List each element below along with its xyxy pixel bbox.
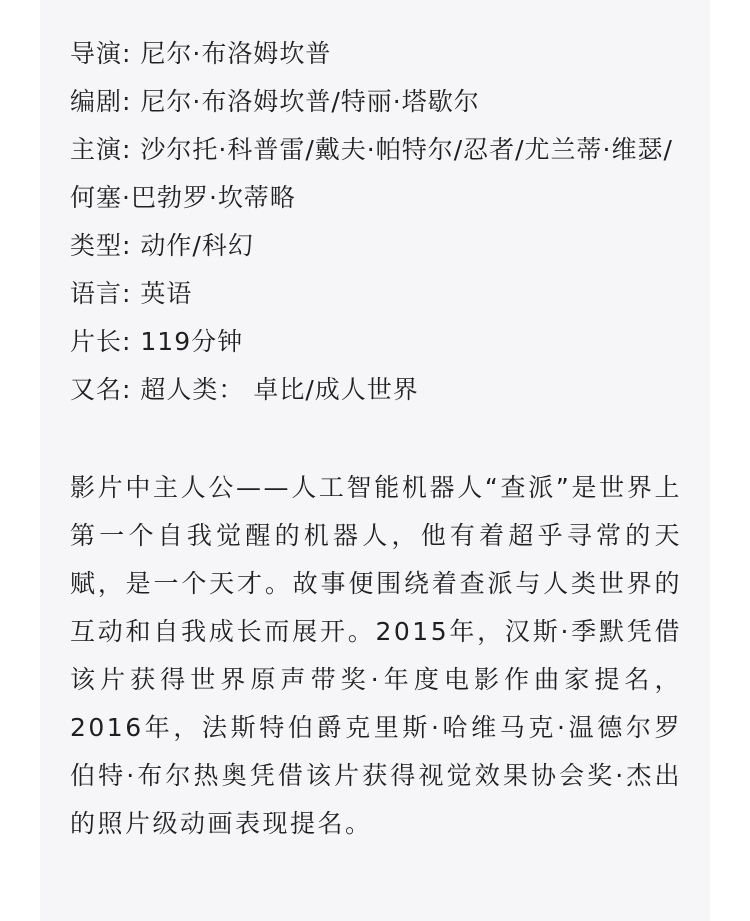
info-aka-value: 超人类： 卓比/成人世界 <box>140 375 419 404</box>
info-runtime-label: 片长: <box>70 327 132 356</box>
info-writer-label: 编剧: <box>70 87 132 116</box>
info-director <box>70 30 682 78</box>
info-director-value: 尼尔·布洛姆坎普 <box>140 39 332 68</box>
info-cast-label: 主演: <box>70 135 132 164</box>
info-writer-value: 尼尔·布洛姆坎普/特丽·塔歇尔 <box>140 87 480 116</box>
info-genre-label: 类型: <box>70 231 132 260</box>
article-page <box>40 0 710 921</box>
article-content <box>70 30 682 848</box>
paragraph-gap <box>70 414 682 464</box>
info-director-label: 导演: <box>70 39 132 68</box>
movie-info-list <box>70 30 682 414</box>
info-cast <box>70 126 682 222</box>
info-runtime-value: 119分钟 <box>140 327 244 356</box>
synopsis-paragraph: 影片中主人公——人工智能机器人“查派”是世界上第一个自我觉醒的机器人，他有着超乎寻常的天赋，是一个天才。故事便围绕着查派与人类世界的互动和自我成长而展开。2015年，汉斯·季默凭借该片获得世界原声带奖·年度电影作曲家提名，2016年，法斯特伯爵克里斯·哈维马克·温德尔罗伯特·布尔热奥凭借该片获得视觉效果协会奖·杰出的照片级动画表现提名。 <box>70 473 682 838</box>
info-writer <box>70 78 682 126</box>
info-language-label: 语言: <box>70 279 132 308</box>
info-runtime <box>70 318 682 366</box>
info-genre <box>70 222 682 270</box>
info-cast-value: 沙尔托·科普雷/戴夫·帕特尔/忍者/尤兰蒂·维瑟/何塞·巴勃罗·坎蒂略 <box>70 135 673 212</box>
info-language <box>70 270 682 318</box>
info-aka-label: 又名: <box>70 375 132 404</box>
info-aka <box>70 366 682 414</box>
info-language-value: 英语 <box>140 279 193 308</box>
info-genre-value: 动作/科幻 <box>140 231 254 260</box>
